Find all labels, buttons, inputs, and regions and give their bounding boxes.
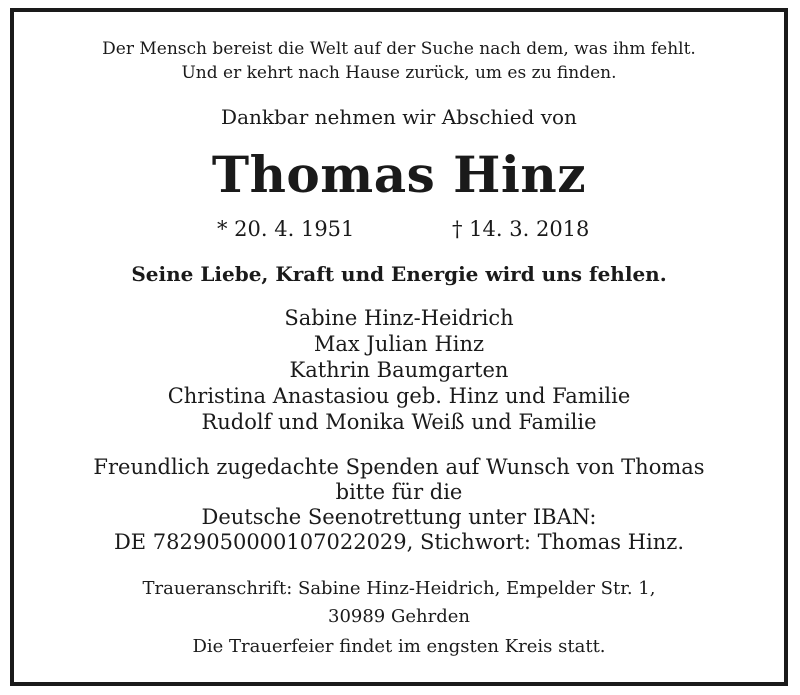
birth-date: * 20. 4. 1951	[217, 217, 355, 241]
donation-line-1: Freundlich zugedachte Spenden auf Wunsch von Thomas	[93, 455, 705, 479]
donation-line-3: Deutsche Seenotrettung unter IBAN:	[201, 505, 597, 529]
donation-line-4: DE 78290500001070220​29, Stichwort: Thomas Hinz.	[113, 530, 685, 554]
address-line-1: Traueranschrift: Sabine Hinz-Heidrich, Empelder Str. 1,	[142, 578, 656, 599]
address-line-2: 30989 Gehrden	[328, 606, 470, 627]
intro-text: Dankbar nehmen wir Abschied von	[221, 105, 577, 129]
mourner-3: Kathrin Baumgarten	[289, 358, 509, 382]
quote-line-1: Der Mensch bereist die Welt auf der Suche nach dem, was ihm fehlt.	[102, 39, 696, 59]
mourner-2: Max Julian Hinz	[313, 332, 485, 356]
donation-line-2: bitte für die	[335, 480, 463, 504]
ceremony-text: Die Trauerfeier findet im engsten Kreis statt.	[192, 636, 606, 657]
death-date: † 14. 3. 2018	[452, 217, 590, 241]
mourner-5: Rudolf und Monika Weiß und Familie	[201, 410, 597, 434]
mourner-1: Sabine Hinz-Heidrich	[284, 306, 514, 330]
motto-text: Seine Liebe, Kraft und Energie wird uns fehlen.	[131, 262, 667, 286]
mourner-4: Christina Anastasiou geb. Hinz und Familie	[167, 384, 631, 408]
obituary-notice	[10, 8, 788, 686]
quote-line-2: Und er kehrt nach Hause zurück, um es zu finden.	[181, 63, 617, 83]
deceased-name: Thomas Hinz	[211, 145, 587, 204]
